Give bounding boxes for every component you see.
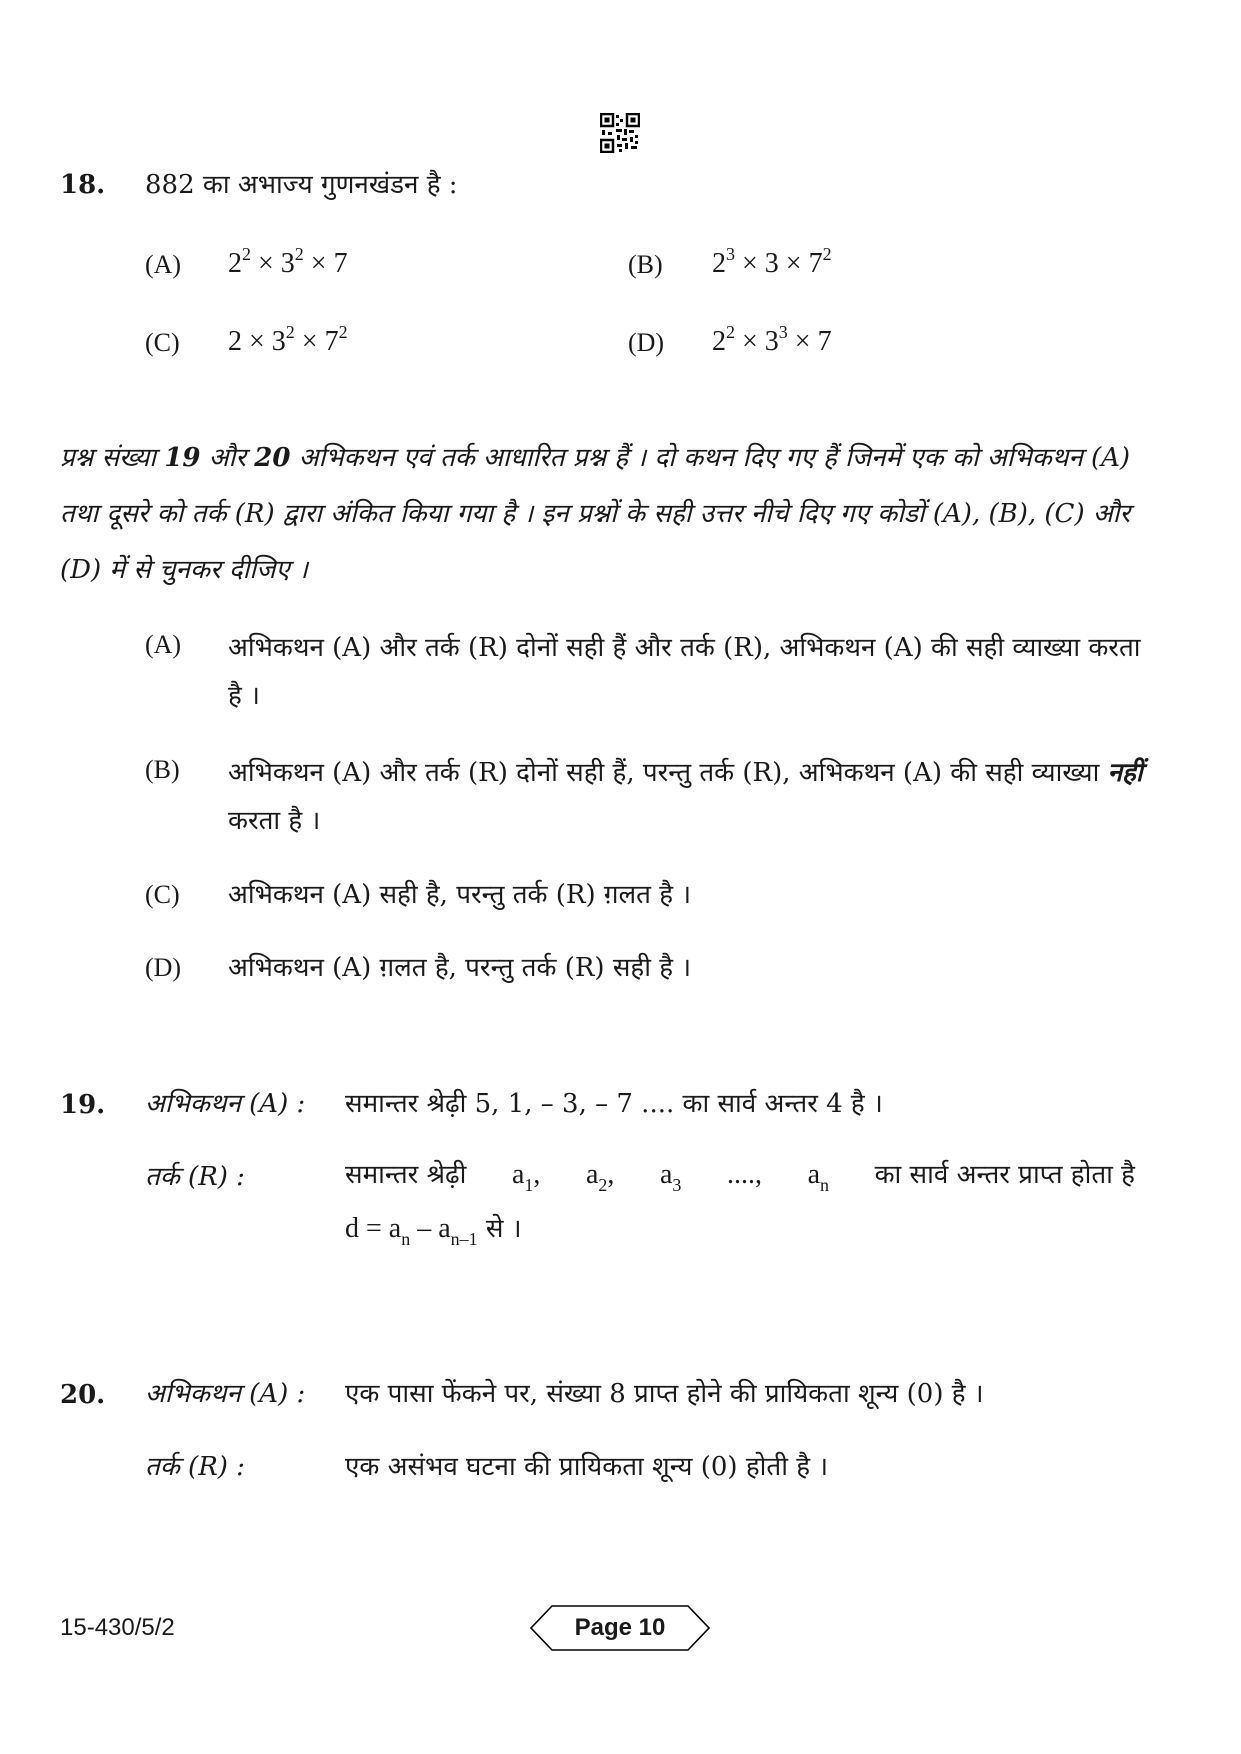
code-c-text: अभिकथन (A) सही है, परन्तु तर्क (R) ग़लत है । [228,880,692,910]
option-b-expression: $2^3 \times 3 \times 7^2$ [712,244,832,279]
assertion-label: अभिकथन (A) : [145,1089,306,1119]
code-label-b: (B) [145,755,180,784]
reason-label: तर्क (R) : [145,1452,245,1482]
question-stem: 882 का अभाज्य गुणनखंडन है : [145,170,458,200]
code-label-c: (C) [145,880,180,909]
reason-text-line1: समान्तर श्रेढ़ी $a_1$, $a_2$, $a_3$ ...., $a_n$ का सार्व अन्तर प्राप्त होता है [345,1159,1135,1195]
option-label-d: (D) [628,328,665,357]
code-d-text: अभिकथन (A) ग़लत है, परन्तु तर्क (R) सही है । [228,953,692,983]
option-c-expression: $2 \times 3^2 \times 7^2$ [228,322,348,357]
reason-text: एक असंभव घटना की प्रायिकता शून्य (0) होती है । [345,1452,829,1482]
assertion-text: एक पासा फेंकने पर, संख्या 8 प्राप्त होने की प्रायिकता शून्य (0) है । [345,1379,984,1409]
qr-code-icon [600,113,640,153]
question-number: 20. [60,1380,106,1410]
option-label-b: (B) [628,250,663,279]
question-number: 18. [60,170,106,200]
paper-code: 15-430/5/2 [60,1614,175,1641]
reason-text-line2: $d = a_n - a_{n-1}$ से । [345,1213,522,1249]
code-a-text: अभिकथन (A) और तर्क (R) दोनों सही हैं और तर्क (R), अभिकथन (A) की सही व्याख्या करता है । [228,633,1141,711]
option-d-expression: $2^2 \times 3^3 \times 7$ [712,322,832,357]
code-label-a: (A) [145,630,182,659]
option-label-c: (C) [145,328,180,357]
question-number: 19. [60,1090,106,1120]
code-b-text: अभिकथन (A) और तर्क (R) दोनों सही हैं, परन्तु तर्क (R), अभिकथन (A) की सही व्याख्या नहीं करता है । [228,758,1143,836]
page-number: Page 10 [574,1614,666,1641]
code-label-d: (D) [145,953,182,982]
assertion-text: समान्तर श्रेढ़ी 5, 1, – 3, – 7 .... का सार्व अन्तर 4 है । [345,1089,883,1119]
instruction-paragraph: प्रश्न संख्या 19 और 20 अभिकथन एवं तर्क आधारित प्रश्न हैं । दो कथन दिए गए हैं जिनमें एक को अभिकथन (A) तथा दूसरे को तर्क (R) द्वारा अंकित किया गया है । इन प्रश्नों के सही उत्तर नीचे दिए गए कोडों (A), (B), (C) और (D) में से चुनकर दीजिए । [60,443,1131,585]
option-a-expression: $2^2 \times 3^2 \times 7$ [228,244,348,279]
assertion-label: अभिकथन (A) : [145,1379,306,1409]
page-number-badge [530,1605,710,1651]
reason-label: तर्क (R) : [145,1162,245,1192]
option-label-a: (A) [145,250,182,279]
